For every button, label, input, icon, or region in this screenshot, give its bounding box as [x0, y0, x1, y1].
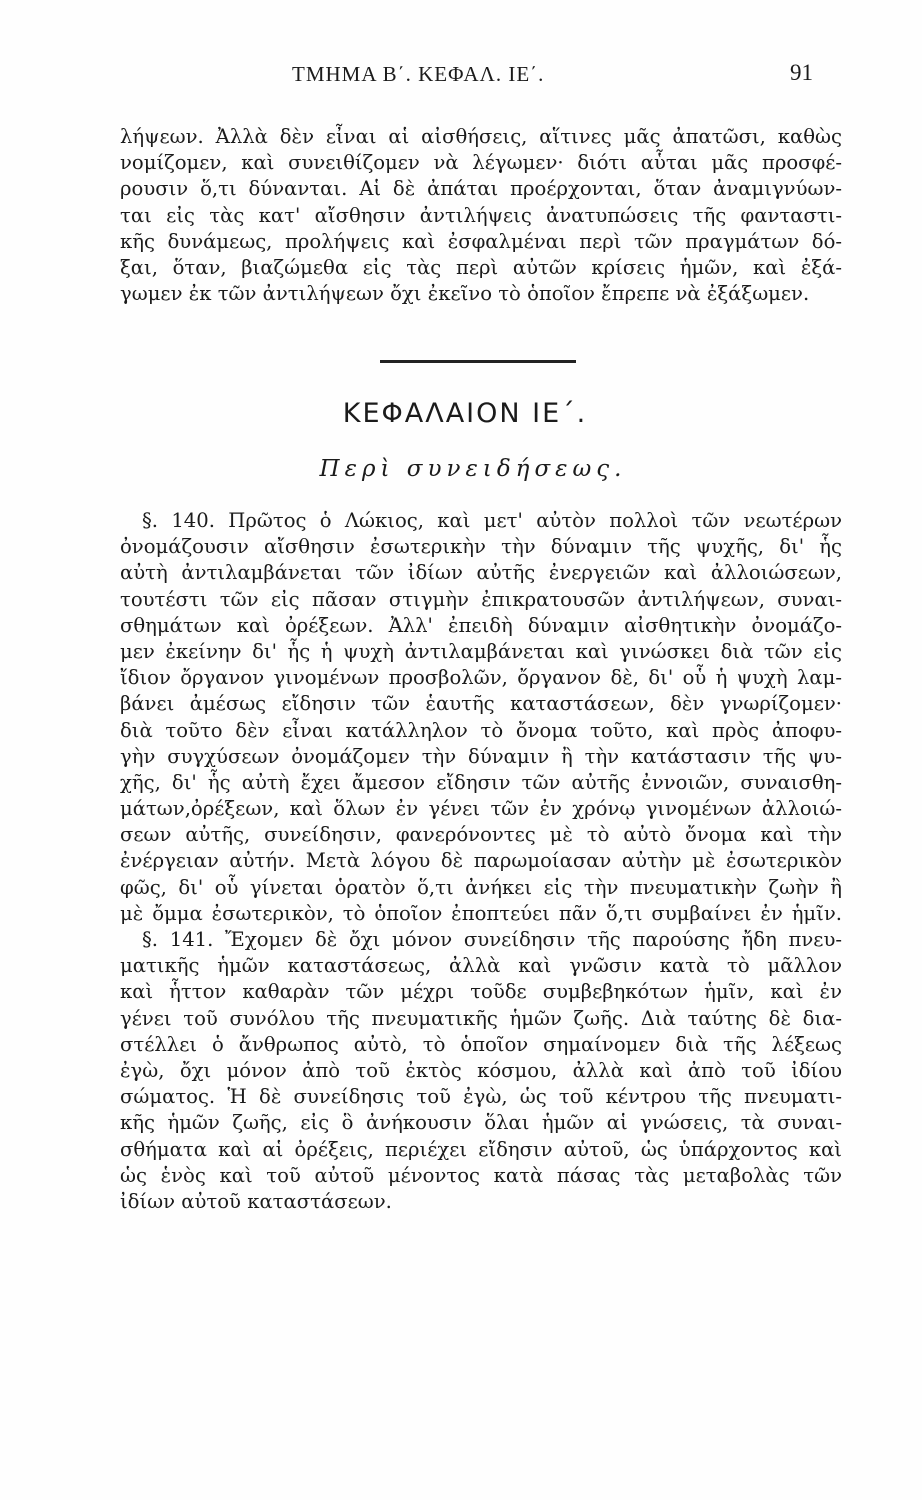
running-title: ΤΜΗΜΑ Β΄. ΚΕΦΑΛ. ΙΕ΄.: [292, 62, 545, 86]
text-line: γένει τοῦ συνόλου τῆς πνευματικῆς ἡμῶν ζωῆς. Διὰ ταύτης δὲ δια-: [120, 1006, 842, 1030]
text-line: καὶ ἧττον καθαρὰν τῶν μέχρι τοῦδε συμβεβηκότων ἡμῖν, καὶ ἐν: [120, 980, 842, 1004]
section-140-paragraph: [120, 508, 842, 927]
text-line: λήψεων. Ἀλλὰ δὲν εἶναι αἱ αἰσθήσεις, αἵτινες μᾶς ἀπατῶσι, καθὼς: [120, 125, 842, 148]
text-line: ἐνέργειαν αὐτήν. Μετὰ λόγου δὲ παρωμοίασαν αὐτὴν μὲ ἐσωτερικὸν: [120, 849, 842, 873]
text-line: στέλλει ὁ ἄνθρωπος αὐτὸ, τὸ ὁποῖον σημαίνομεν διὰ τῆς λέξεως: [120, 1032, 842, 1056]
text-line: μὲ ὄμμα ἐσωτερικὸν, τὸ ὁποῖον ἐποπτεύει πᾶν ὅ,τι συμβαίνει ἐν ἡμῖν.: [120, 901, 842, 925]
text-line: σεων αὐτῆς, συνείδησιν, φανερόνοντες μὲ τὸ αὐτὸ ὄνομα καὶ τὴν: [120, 823, 842, 847]
text-line: κῆς δυνάμεως, προλήψεις καὶ ἐσφαλμέναι περὶ τῶν πραγμάτων δό-: [120, 229, 842, 253]
text-line: ἰδίων αὐτοῦ καταστάσεων.: [120, 1189, 392, 1213]
chapter-divider-rule: [380, 360, 576, 363]
running-header: [0, 62, 922, 92]
text-line: ται εἰς τὰς κατ' αἴσθησιν ἀντιλήψεις ἀνατυπώσεις τῆς φανταστι-: [120, 203, 842, 227]
text-line: γωμεν ἐκ τῶν ἀντιλήψεων ὄχι ἐκεῖνο τὸ ὁποῖον ἔπρεπε νὰ ἐξάξωμεν.: [120, 282, 810, 306]
text-line: σώματος. Ἡ δὲ συνείδησις τοῦ ἐγὼ, ὡς τοῦ κέντρου τῆς πνευματι-: [120, 1085, 842, 1109]
text-line: ξαι, ὅταν, βιαζώμεθα εἰς τὰς περὶ αὐτῶν κρίσεις ἡμῶν, καὶ ἐξά-: [120, 255, 842, 279]
text-line: ἐγὼ, ὄχι μόνον ἀπὸ τοῦ ἐκτὸς κόσμου, ἀλλὰ καὶ ἀπὸ τοῦ ἰδίου: [120, 1058, 842, 1082]
text-line: §. 141. Ἔχομεν δὲ ὄχι μόνον συνείδησιν τῆς παρούσης ἤδη πνευ-: [142, 928, 842, 951]
text-line: τουτέστι τῶν εἰς πᾶσαν στιγμὴν ἐπικρατουσῶν ἀντιλήψεων, συναι-: [120, 587, 842, 611]
text-line: §. 140. Πρῶτος ὁ Λώκιος, καὶ μετ' αὐτὸν πολλοὶ τῶν νεωτέρων: [142, 509, 842, 532]
text-line: μάτων,ὀρέξεων, καὶ ὅλων ἐν γένει τῶν ἐν χρόνῳ γινομένων ἀλλοιώ-: [120, 797, 842, 821]
chapter-subtitle: Περὶ συνειδήσεως.: [319, 456, 627, 482]
main-text: [120, 508, 842, 1215]
text-line: βάνει ἀμέσως εἴδησιν τῶν ἑαυτῆς καταστάσεων, δὲν γνωρίζομεν·: [120, 692, 842, 716]
text-line: φῶς, δι' οὗ γίνεται ὁρατὸν ὅ,τι ἀνήκει εἰς τὴν πνευματικὴν ζωὴν ἢ: [120, 875, 842, 899]
text-line: διὰ τοῦτο δὲν εἶναι κατάλληλον τὸ ὄνομα τοῦτο, καὶ πρὸς ἀποφυ-: [120, 718, 842, 742]
text-line: μεν ἐκείνην δι' ἧς ἡ ψυχὴ ἀντιλαμβάνεται καὶ γινώσκει διὰ τῶν εἰς: [120, 639, 842, 663]
chapter-heading: ΚΕΦΑΛΑΙΟΝ ΙΕ΄.: [342, 398, 588, 429]
text-line: ματικῆς ἡμῶν καταστάσεως, ἀλλὰ καὶ γνῶσιν κατὰ τὸ μᾶλλον: [120, 954, 842, 978]
section-141-paragraph: [120, 927, 842, 1215]
text-line: σθήματα καὶ αἱ ὀρέξεις, περιέχει εἴδησιν αὐτοῦ, ὡς ὑπάρχοντος καὶ: [120, 1137, 842, 1161]
text-line: χῆς, δι' ἧς αὐτὴ ἔχει ἄμεσον εἴδησιν τῶν αὐτῆς ἐννοιῶν, συναισθη-: [120, 770, 842, 794]
text-line: αὐτὴ ἀντιλαμβάνεται τῶν ἰδίων αὐτῆς ἐνεργειῶν καὶ ἀλλοιώσεων,: [120, 561, 842, 585]
text-line: ὡς ἑνὸς καὶ τοῦ αὐτοῦ μένοντος κατὰ πάσας τὰς μεταβολὰς τῶν: [120, 1163, 842, 1187]
text-line: γὴν συγχύσεων ὀνομάζομεν τὴν δύναμιν ἢ τὴν κατάστασιν τῆς ψυ-: [120, 744, 842, 768]
text-line: ρουσιν ὅ,τι δύνανται. Αἱ δὲ ἀπάται προέρχονται, ὅταν ἀναμιγνύων-: [120, 177, 842, 201]
text-line: ὀνομάζουσιν αἴσθησιν ἐσωτερικὴν τὴν δύναμιν τῆς ψυχῆς, δι' ἧς: [120, 535, 842, 559]
page-number: 91: [790, 60, 813, 85]
text-line: κῆς ἡμῶν ζωῆς, εἰς ὃ ἀνήκουσιν ὅλαι ἡμῶν αἱ γνώσεις, τὰ συναι-: [120, 1111, 842, 1135]
text-line: ἴδιον ὄργανον γινομένων προσβολῶν, ὄργανον δὲ, δι' οὗ ἡ ψυχὴ λαμ-: [120, 666, 842, 690]
top-paragraph: [120, 124, 842, 307]
text-line: σθημάτων καὶ ὀρέξεων. Ἀλλ' ἐπειδὴ δύναμιν αἰσθητικὴν ὀνομάζο-: [120, 613, 842, 637]
text-line: νομίζομεν, καὶ συνειθίζομεν νὰ λέγωμεν· διότι αὗται μᾶς προσφέ-: [120, 151, 842, 175]
